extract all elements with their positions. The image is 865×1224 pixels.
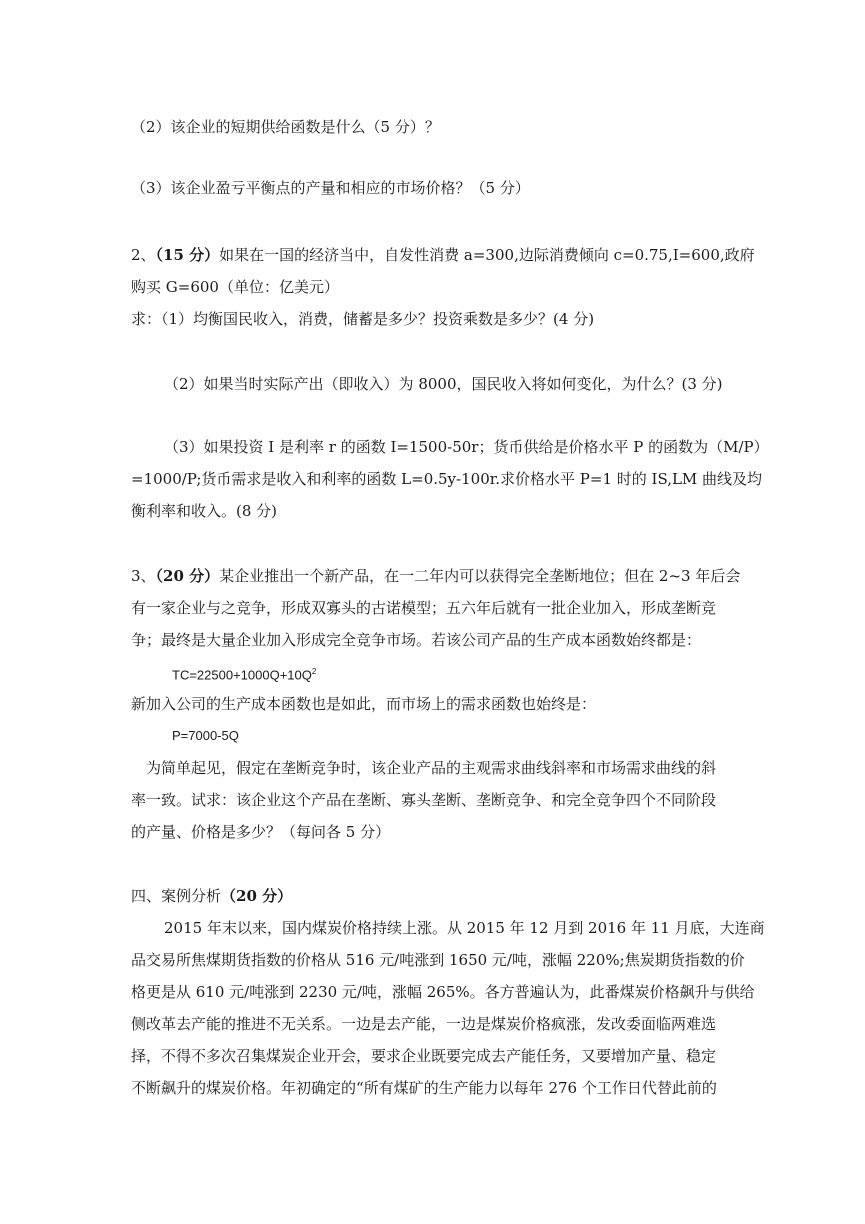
q1-part3: （3）该企业盈亏平衡点的产量和相应的市场价格？（5 分） [131, 179, 530, 197]
q2-stem-line2: 购买 G=600（单位：亿美元） [131, 278, 339, 296]
q2-ask3-line1: （3）如果投资 I 是利率 r 的函数 I=1500-50r；货币供给是价格水平 P 的函数为（M/P） [164, 438, 769, 456]
q1-part2: （2）该企业的短期供给函数是什么（5 分）？ [131, 118, 440, 136]
q2-stem-text: 如果在一国的经济当中，自发性消费 a=300,边际消费倾向 c=0.75,I=600,政府 [219, 246, 755, 264]
tc-exponent: 2 [311, 667, 317, 676]
q4-heading [131, 886, 292, 906]
q4-para-line2: 品交易所焦煤期货指数的价格从 516 元/吨涨到 1650 元/吨，涨幅 220%;焦炭期货指数的价 [131, 951, 745, 969]
demand-formula: P=7000-5Q [172, 728, 239, 743]
q2-score: （15 分） [155, 246, 220, 264]
q3-line1-text: 某企业推出一个新产品，在一二年内可以获得完全垄断地位；但在 2~3 年后会 [219, 567, 741, 585]
q2-ask1: 求：（1）均衡国民收入，消费，储蓄是多少？投资乘数是多少？(4 分) [131, 310, 595, 328]
q3-line1 [131, 566, 740, 586]
q2-ask3-line3: 衡利率和收入。(8 分) [131, 502, 278, 520]
q3-line6: 率一致。试求：该企业这个产品在垄断、寡头垄断、垄断竞争、和完全竞争四个不同阶段 [131, 791, 717, 809]
q2-stem-line1 [131, 245, 755, 265]
q4-para-line4: 侧改革去产能的推进不无关系。一边是去产能，一边是煤炭价格疯涨，发改委面临两难选 [131, 1015, 717, 1033]
q2-ask3-line2: =1000/P;货币需求是收入和利率的函数 L=0.5y-100r.求价格水平 P=1 时的 IS,LM 曲线及均 [131, 470, 763, 488]
q4-para-line5: 择，不得不多次召集煤炭企业开会，要求企业既要完成去产能任务，又要增加产量、稳定 [131, 1047, 717, 1065]
q4-para-line6: 不断飙升的煤炭价格。年初确定的“所有煤矿的生产能力以每年 276 个工作日代替此前的 [131, 1079, 717, 1097]
q4-para-line3: 格更是从 610 元/吨涨到 2230 元/吨，涨幅 265%。各方普遍认为，此番煤炭价格飙升与供给 [131, 983, 755, 1001]
q3-line3: 争；最终是大量企业加入形成完全竞争市场。若该公司产品的生产成本函数始终都是： [131, 631, 702, 649]
q4-heading-text: 四、案例分析 [131, 887, 222, 905]
q2-number: 2、 [131, 246, 156, 264]
q3-line5: 为简单起见，假定在垄断竞争时，该企业产品的主观需求曲线斜率和市场需求曲线的斜 [146, 759, 717, 777]
q3-score: （20 分） [155, 567, 220, 585]
q2-ask2: （2）如果当时实际产出（即收入）为 8000，国民收入将如何变化，为什么？(3 分) [164, 375, 723, 393]
tc-formula [172, 662, 316, 685]
q4-para-line1: 2015 年末以来，国内煤炭价格持续上涨。从 2015 年 12 月到 2016 年 11 月底，大连商 [164, 919, 765, 937]
q4-score: （20 分） [221, 887, 293, 905]
tc-formula-base: TC=22500+1000Q+10Q [172, 667, 312, 683]
q3-line2: 有一家企业与之竞争，形成双寡头的古诺模型；五六年后就有一批企业加入，形成垄断竞 [131, 599, 717, 617]
q3-line7: 的产量、价格是多少？（每问各 5 分） [131, 823, 391, 841]
q3-number: 3、 [131, 567, 156, 585]
q3-line4: 新加入公司的生产成本函数也是如此，而市场上的需求函数也始终是： [131, 695, 597, 713]
